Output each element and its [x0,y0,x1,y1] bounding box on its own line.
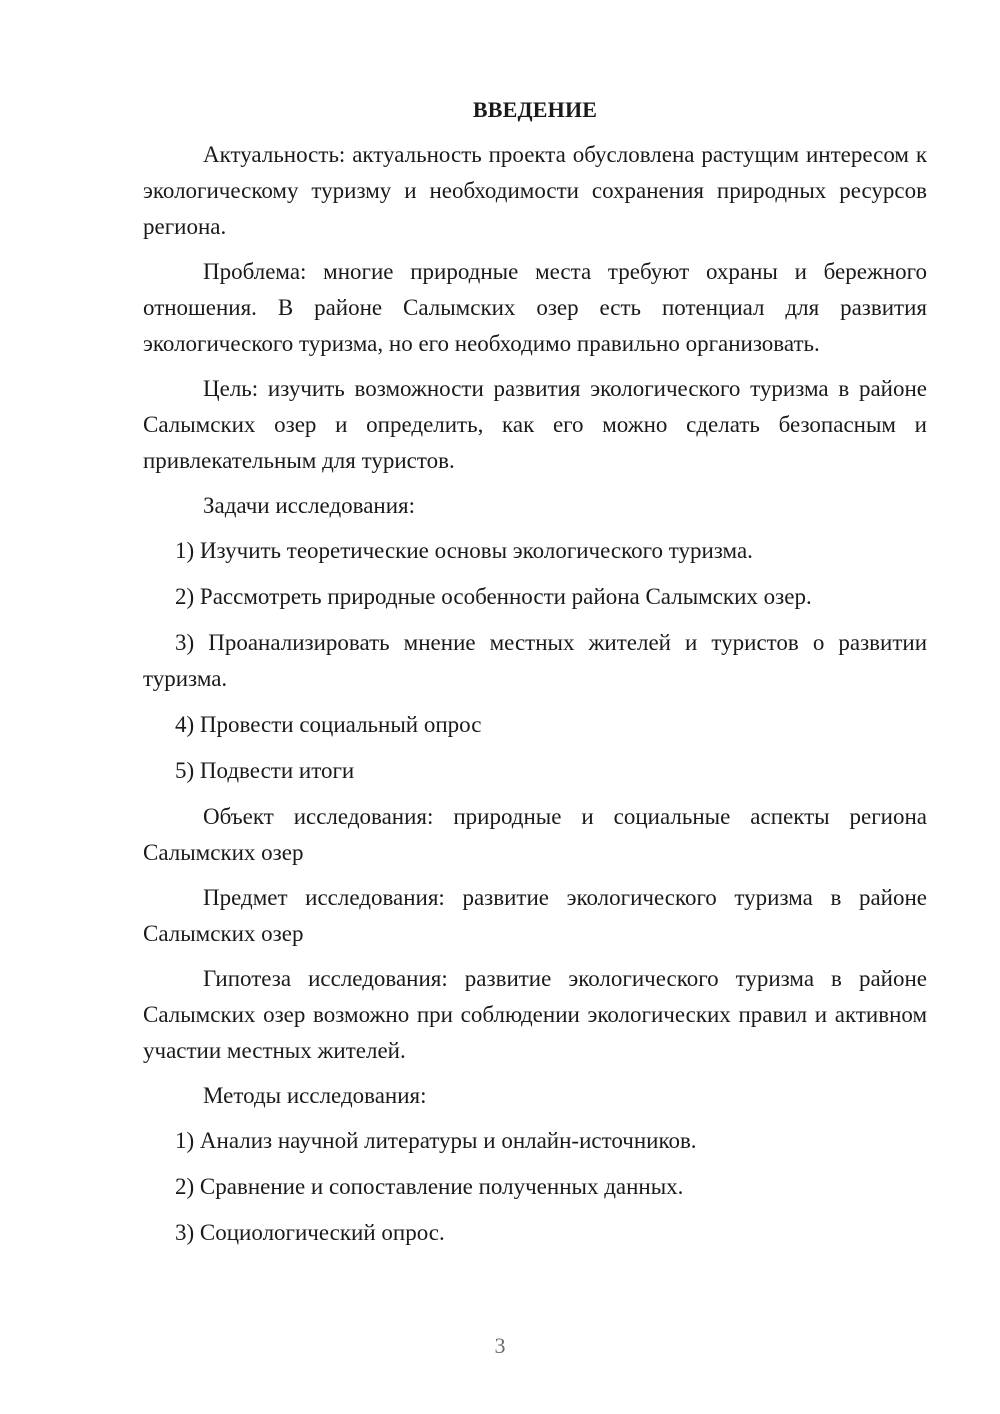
task-item-4: 4) Провести социальный опрос [175,712,482,737]
task-item-2: 2) Рассмотреть природные особенности района Салымских озер. [175,584,812,609]
subject-paragraph: Предмет исследования: развитие экологического туризма в районе Салымских озер [143,885,927,946]
relevance-paragraph: Актуальность: актуальность проекта обусловлена растущим интересом к экологическому туризму и необходимости сохранения природных ресурсов региона. [143,142,927,239]
section-heading: ВВЕДЕНИЕ [472,97,598,122]
task-item-5: 5) Подвести итоги [175,758,355,783]
tasks-title: Задачи исследования: [203,493,416,518]
methods-title: Методы исследования: [203,1083,427,1108]
method-item-2: 2) Сравнение и сопоставление полученных данных. [175,1174,684,1199]
object-paragraph: Объект исследования: природные и социальные аспекты региона Салымских озер [143,804,927,865]
problem-paragraph: Проблема: многие природные места требуют охраны и бережного отношения. В районе Салымских озер есть потенциал для развития экологического туризма, но его необходимо правильно организовать. [143,259,927,356]
method-item-1: 1) Анализ научной литературы и онлайн-источников. [175,1128,697,1153]
method-item-3: 3) Социологический опрос. [175,1220,445,1245]
task-item-3: 3) Проанализировать мнение местных жителей и туристов о развитии туризма. [143,630,927,691]
page-number: 3 [494,1333,506,1358]
hypothesis-paragraph: Гипотеза исследования: развитие экологического туризма в районе Салымских озер возможно при соблюдении экологических правил и активном участии местных жителей. [143,966,927,1063]
document-body [143,92,927,1261]
goal-paragraph: Цель: изучить возможности развития экологического туризма в районе Салымских озер и определить, как его можно сделать безопасным и привлекательным для туристов. [143,376,927,473]
task-item-1: 1) Изучить теоретические основы экологического туризма. [175,538,753,563]
